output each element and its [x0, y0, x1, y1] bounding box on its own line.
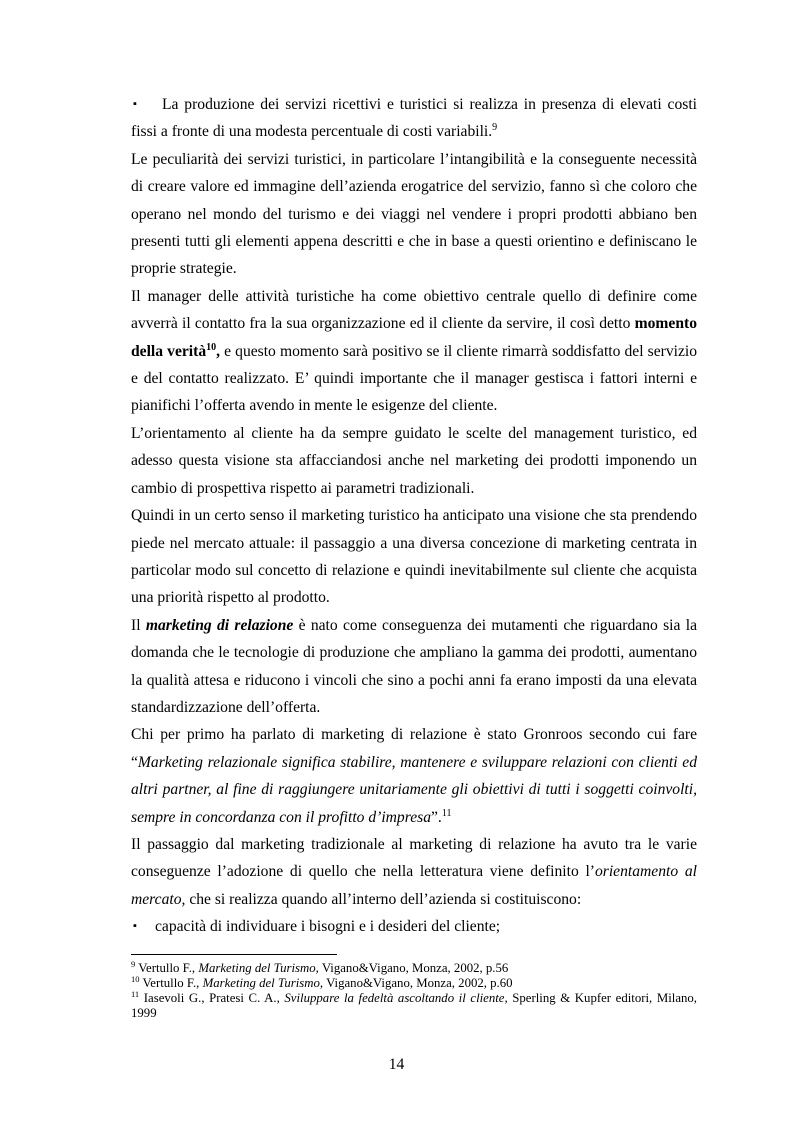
- paragraph-text: Chi per primo ha parlato di marketing di relazione è stato Gronroos secondo cui fare “: [131, 726, 697, 771]
- paragraph: Le peculiarità dei servizi turistici, in particolare l’intangibilità e la conseguente necessità di creare valore ed immagine dell’azienda erogatrice del servizio, fanno sì che coloro che operano nel mondo del turismo e dei viaggi nel vendere i propri prodotti abbiano ben presenti tutti gli elementi appena descritti e che in base a questi orientino e definiscano le proprie strategie.: [131, 150, 697, 278]
- bold-italic-term: marketing di relazione: [145, 616, 294, 634]
- citation-title: Marketing del Turismo,: [202, 976, 324, 990]
- paragraph: [131, 283, 697, 420]
- footnote-ref: 9: [492, 122, 498, 134]
- footnote: $^9$ Vertullo F., Marketing del Turismo, Vigano&Vigano, Monza, 2002, p.56: [131, 959, 509, 975]
- paragraph: Quindi in un certo senso il marketing turistico ha anticipato una visione che sta prendendo piede nel mercato attuale: il passaggio a una diversa concezione di marketing centrata in particolar modo sul concetto di relazione e quindi inevitabilmente sul cliente che acquista una priorità rispetto al prodotto.: [131, 507, 697, 607]
- square-bullet-icon: ▪: [133, 920, 137, 933]
- quotation: Marketing relazionale significa stabilire, mantenere e sviluppare relazioni con clienti ed altri partner, al fine di raggiungere unitariamente gli obiettivi di tutti i soggetti coinvolti, sempre in concordanza con il profitto d’impresa: [131, 753, 697, 826]
- paragraph-text: Il manager delle attività turistiche ha come obiettivo centrale quello di definire come avverrà il contatto fra la sua organizzazione ed il cliente da servire, il così detto: [131, 287, 697, 333]
- footnote: $^{11}$ Iasevoli G., Pratesi C. A., Sviluppare la fedeltà ascoltando il cliente, Sperling & Kupfer editori, Milano, 1999: [131, 989, 697, 1020]
- citation-title: Sviluppare la fedeltà ascoltando il cliente,: [284, 991, 508, 1005]
- square-bullet-icon: ▪: [133, 98, 137, 110]
- paragraph-text: Il: [131, 616, 146, 634]
- paragraph: [131, 831, 697, 913]
- footnote-separator: [131, 954, 337, 955]
- paragraph-text: è nato come conseguenza dei mutamenti che riguardano sia la domanda che le tecnologie di produzione che ampliano la gamma dei prodotti, aumentano la qualità attesa e riducono i vincoli che sino a pochi anni fa erano imposti da una elevata standardizzazione dell’offerta.: [131, 616, 697, 716]
- paragraph: L’orientamento al cliente ha da sempre guidato le scelte del management turistico, ed adesso questa visione sta affacciandosi anche nel marketing dei prodotti imponendo un cambio di prospettiva rispetto ai parametri tradizionali.: [131, 424, 697, 497]
- bullet-item: [131, 91, 697, 146]
- bullet-item: [131, 913, 697, 940]
- page-number: 14: [388, 1056, 405, 1073]
- paragraph: [131, 721, 697, 831]
- paragraph-text: che si realizza quando all’interno dell’azienda si costituiscono:: [185, 890, 582, 908]
- footnote-ref: 10: [206, 341, 217, 353]
- paragraph-text: e questo momento sarà positivo se il cliente rimarrà soddisfatto del servizio e del contatto realizzato. E’ quindi importante che il manager gestisca i fattori interni e pianifichi l’offerta avendo in mente le esigenze del cliente.: [131, 342, 698, 415]
- footnotes: [131, 961, 697, 1021]
- bullet-text: La produzione dei servizi ricettivi e turistici si realizza in presenza di elevati costi fissi a fronte di una modesta percentuale di costi variabili.: [131, 96, 697, 141]
- bold-term: momento della verità$^{10}$,: [131, 315, 697, 360]
- bullet-text: capacità di individuare i bisogni e i desideri del cliente;: [155, 918, 501, 936]
- footnote: $^{10}$ Vertullo F., Marketing del Turismo, Vigano&Vigano, Monza, 2002, p.60: [131, 974, 513, 990]
- paragraph-text: Il passaggio dal marketing tradizionale al marketing di relazione ha avuto tra le varie conseguenze l’adozione di quello che nella letteratura viene definito l’: [131, 835, 697, 881]
- footnote-number: 10: [131, 974, 140, 984]
- footnote-ref: 11: [441, 807, 452, 819]
- footnote-number: 11: [131, 989, 140, 999]
- page-body: [131, 91, 697, 941]
- paragraph: [131, 612, 697, 722]
- paragraph-text: ”.: [431, 808, 442, 826]
- citation-title: Marketing del Turismo,: [198, 961, 319, 975]
- italic-term: orientamento al mercato,: [131, 863, 697, 908]
- footnote-number: 9: [131, 959, 136, 969]
